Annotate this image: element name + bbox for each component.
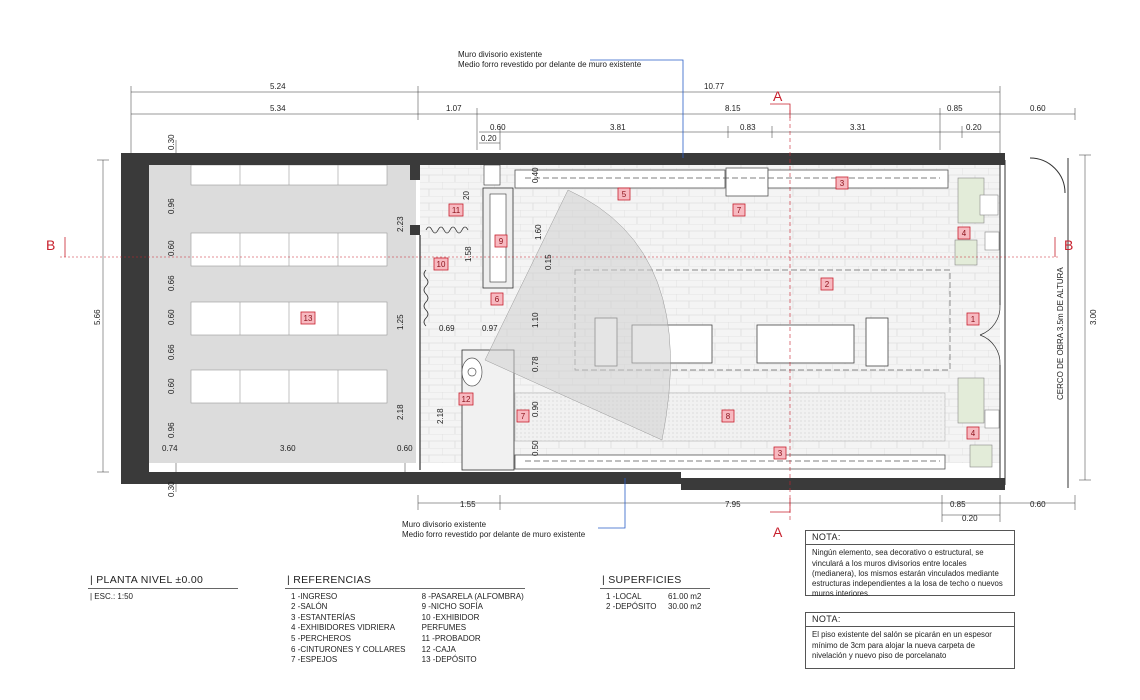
surface-value: 61.00 m2 [668, 591, 702, 601]
svg-text:9: 9 [498, 237, 504, 246]
dim-interior: 0.90 [531, 401, 540, 417]
svg-text:12: 12 [461, 395, 471, 404]
dim-left-col: 0.66 [167, 344, 176, 360]
dim-mid-col: 1.25 [396, 314, 405, 330]
svg-text:3: 3 [777, 449, 783, 458]
tag-8 [722, 410, 734, 422]
references-col-2 [422, 592, 525, 666]
dim-mid-col: 2.23 [396, 216, 405, 232]
note-title: NOTA: [806, 613, 1014, 627]
dim-left-col: 0.30 [167, 134, 176, 150]
dim-bottom-0-20: 0.20 [962, 514, 978, 523]
section-mark-a-top: A [773, 88, 783, 104]
svg-text:4: 4 [961, 229, 967, 238]
svg-text:1: 1 [970, 315, 976, 324]
svg-text:2: 2 [824, 280, 830, 289]
tag-4-bottom [967, 427, 979, 439]
svg-text:6: 6 [494, 295, 500, 304]
surface-value: 30.00 m2 [668, 602, 702, 612]
dim-top-row4-0-20: 0.20 [481, 134, 497, 143]
note-text: El piso existente del salón se picarán en un espesor mínimo de 3cm para alojar la nueva carpeta de nivelación y nuevo piso de porcelanato [812, 630, 992, 660]
dim-left-col: 0.60 [167, 309, 176, 325]
tag-5 [618, 188, 630, 200]
wall-note-bottom-line2: Medio forro revestido por delante de muro existente [402, 530, 586, 539]
reference-item: 3 -ESTANTERÍAS [291, 612, 356, 622]
surface-label: 2 -DEPÓSITO [606, 602, 657, 612]
dim-bottom-0-85: 0.85 [950, 500, 966, 509]
svg-text:8: 8 [725, 412, 731, 421]
references-title: | REFERENCIAS [285, 575, 525, 589]
dim-interior: 2.18 [436, 408, 445, 424]
wall-note-top-line2: Medio forro revestido por delante de muro existente [458, 60, 642, 69]
tag-3-bottom [774, 447, 786, 459]
dim-deposit-0-74: 0.74 [162, 444, 178, 453]
svg-text:3: 3 [839, 179, 845, 188]
dim-deposit-3-60: 3.60 [280, 444, 296, 453]
dim-left-col: 0.60 [167, 378, 176, 394]
dim-interior: 0.78 [531, 356, 540, 372]
svg-text:4: 4 [970, 429, 976, 438]
tag-10 [434, 258, 448, 270]
dim-interior: 1.58 [464, 246, 473, 262]
dim-bottom-0-60: 0.60 [1030, 500, 1046, 509]
dim-left-col: 0.30 [167, 481, 176, 497]
references-col-1 [285, 592, 422, 666]
reference-item: 5 -PERCHEROS [291, 633, 352, 643]
dim-top-5-24: 5.24 [270, 82, 286, 91]
tag-13 [301, 312, 315, 324]
tag-7-bottom [517, 410, 529, 422]
dim-top-0-60: 0.60 [1030, 104, 1046, 113]
dim-interior: 0.97 [482, 324, 498, 333]
svg-text:10: 10 [436, 260, 446, 269]
dim-right-3-00: 3.00 [1089, 309, 1098, 325]
dim-interior: 1.10 [531, 312, 540, 328]
reference-item: 13 -DEPÓSITO [421, 655, 477, 665]
note-box-1 [805, 530, 1015, 599]
note-title: NOTA: [806, 531, 1014, 545]
svg-text:7: 7 [736, 206, 742, 215]
reference-item: 8 -PASARELA (ALFOMBRA) [421, 591, 524, 601]
surfaces-block [600, 575, 710, 613]
dim-bottom-7-95: 7.95 [725, 500, 741, 509]
dim-top-0-85: 0.85 [947, 104, 963, 113]
section-mark-a-bottom: A [773, 524, 783, 540]
tag-4-top [958, 227, 970, 239]
svg-text:13: 13 [303, 314, 313, 323]
dim-top-row3-0-60: 0.60 [490, 123, 506, 132]
note-text: Ningún elemento, sea decorativo o estructural, se vinculará a los muros divisorios entre locales (medianera), los mismos estarán vinculados mediante estructuras independientes a la losa de techo o nuevos muros interiores. [812, 548, 1003, 599]
dim-top-3-31: 3.31 [850, 123, 866, 132]
tag-2 [821, 278, 833, 290]
dim-left-col: 0.60 [167, 240, 176, 256]
wall-note-top-line1: Muro divisorio existente [458, 50, 543, 59]
reference-item: 2 -SALÓN [291, 602, 328, 612]
surfaces-title: | SUPERFICIES [600, 575, 710, 589]
plan-scale: | ESC.: 1:50 [90, 591, 133, 601]
tag-9 [495, 235, 507, 247]
reference-item: 7 -ESPEJOS [291, 655, 338, 665]
note-box-2 [805, 612, 1015, 669]
dim-interior: 0.50 [531, 440, 540, 456]
dim-interior: 0.69 [439, 324, 455, 333]
reference-item: 10 -EXHIBIDOR PERFUMES [421, 612, 480, 633]
reference-item: 6 -CINTURONES Y COLLARES [291, 644, 406, 654]
dim-top-row3-0-20: 0.20 [966, 123, 982, 132]
dim-mid-col: 2.18 [396, 404, 405, 420]
dim-left-5-66: 5.66 [93, 309, 102, 325]
reference-item: 12 -CAJA [421, 644, 456, 654]
dim-top-3-81: 3.81 [610, 123, 626, 132]
fence-label: CERCO DE OBRA 3.5m DE ALTURA [1056, 267, 1065, 400]
references-block [285, 575, 525, 666]
svg-text:5: 5 [621, 190, 627, 199]
dim-deposit-0-60: 0.60 [397, 444, 413, 453]
tag-11 [449, 204, 463, 216]
plan-title: | PLANTA NIVEL ±0.00 [88, 575, 238, 589]
dim-top-5-34: 5.34 [270, 104, 286, 113]
dim-interior: 0.40 [531, 167, 540, 183]
cash-desk [462, 358, 482, 386]
tag-1 [967, 313, 979, 325]
dim-interior: 1.60 [534, 224, 543, 240]
svg-text:7: 7 [520, 412, 526, 421]
plan-title-block [88, 575, 238, 602]
dim-top-10-77: 10.77 [704, 82, 725, 91]
wall-note-bottom-line1: Muro divisorio existente [402, 520, 487, 529]
reference-item: 11 -PROBADOR [421, 633, 481, 643]
section-mark-b-left: B [46, 237, 56, 253]
surface-row [600, 602, 710, 613]
dimension-lines-top [131, 86, 1075, 155]
tag-3-top [836, 177, 848, 189]
section-mark-b-right: B [1064, 237, 1074, 253]
dim-interior: 20 [462, 191, 471, 200]
tag-7-top [733, 204, 745, 216]
reference-item: 9 -NICHO SOFÍA [421, 602, 483, 612]
surface-row [600, 592, 710, 603]
dim-left-col: 0.96 [167, 198, 176, 214]
dim-left-col: 0.66 [167, 275, 176, 291]
dim-top-0-83: 0.83 [740, 123, 756, 132]
svg-text:11: 11 [451, 206, 461, 215]
reference-item: 4 -EXHIBIDORES VIDRIERA [291, 623, 396, 633]
tag-6 [491, 293, 503, 305]
dim-top-8-15: 8.15 [725, 104, 741, 113]
tag-12 [459, 393, 473, 405]
surface-label: 1 -LOCAL [606, 591, 642, 601]
reference-item: 1 -INGRESO [291, 591, 338, 601]
dim-left-col: 0.96 [167, 422, 176, 438]
dim-bottom-1-55: 1.55 [460, 500, 476, 509]
dim-top-1-07: 1.07 [446, 104, 462, 113]
dim-interior: 0.15 [544, 254, 553, 270]
